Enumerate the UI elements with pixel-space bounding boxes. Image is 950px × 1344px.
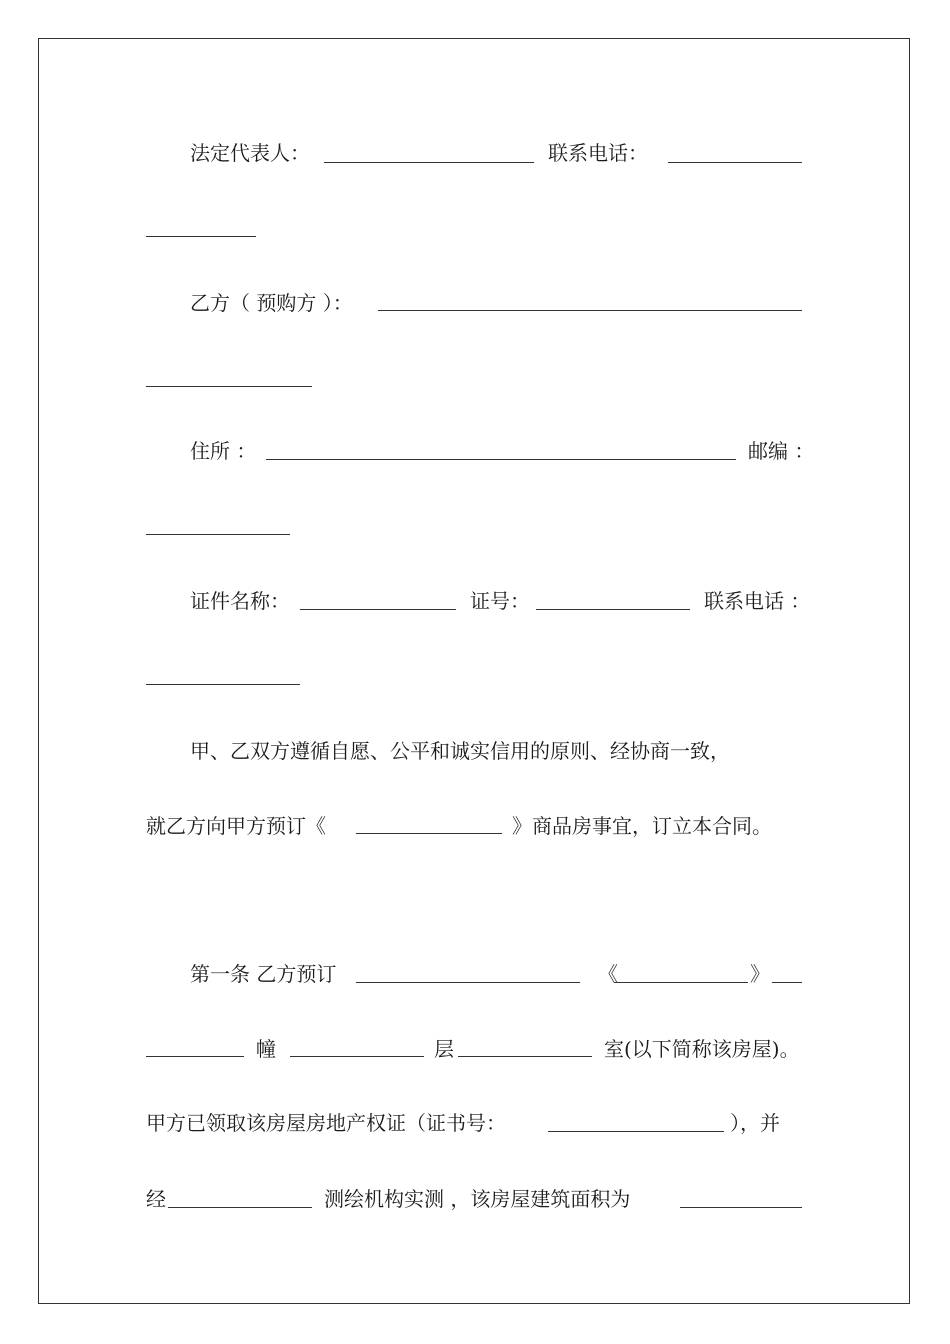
article1-line4-a: 经 (146, 1187, 166, 1211)
article1-line2-c: 室(以下简称该房屋)。 (604, 1037, 800, 1061)
zip-label: 邮编 ： (748, 439, 815, 463)
address-blank[interactable] (266, 459, 736, 460)
party-b-blank[interactable] (378, 310, 802, 311)
para1-line1: 甲、乙双方遵循自愿、公平和诚实信用的原则、经协商一致， (190, 739, 730, 763)
legal-rep-label: 法定代表人： (190, 141, 310, 165)
id-type-blank[interactable] (300, 609, 456, 610)
survey-agency-blank[interactable] (168, 1207, 312, 1208)
article1-line1-c: 》 (750, 962, 770, 986)
building-blank[interactable] (146, 1056, 244, 1057)
floor-area-blank[interactable] (680, 1207, 802, 1208)
phone-blank-cont[interactable] (146, 236, 256, 237)
party-b-blank-cont[interactable] (146, 386, 312, 387)
id-type-label: 证件名称： (190, 589, 290, 613)
legal-rep-blank[interactable] (324, 162, 534, 163)
article1-line2-b: 层 (434, 1037, 454, 1061)
zip-blank[interactable] (146, 534, 290, 535)
address-label: 住所 ： (190, 439, 257, 463)
phone-label: 联系电话： (548, 141, 648, 165)
article1-tail-blank[interactable] (772, 982, 802, 983)
id-number-label: 证号： (470, 589, 530, 613)
article1-line2-a: 幢 (256, 1037, 276, 1061)
certificate-number-blank[interactable] (548, 1131, 724, 1132)
contact-phone-label: 联系电话 ： (704, 589, 811, 613)
id-number-blank[interactable] (536, 609, 690, 610)
article1-line3-b: ），并 (730, 1111, 780, 1135)
article1-line1-b: 《 (598, 962, 618, 986)
article1-location-blank[interactable] (356, 982, 580, 983)
project-name-blank[interactable] (356, 833, 502, 834)
phone-blank[interactable] (668, 162, 802, 163)
article1-line1-a: 第一条 乙方预订 (190, 962, 337, 986)
article1-line3-a: 甲方已领取该房屋房地产权证（证书号： (146, 1111, 506, 1135)
article1-line4-b: 测绘机构实测 ，该房屋建筑面积为 (324, 1187, 631, 1211)
floor-blank[interactable] (290, 1056, 424, 1057)
article1-name-blank[interactable] (614, 982, 748, 983)
para1-line2-a: 就乙方向甲方预订《 (146, 814, 326, 838)
contact-phone-blank[interactable] (146, 684, 300, 685)
party-b-label: 乙方（ 预购方 ）： (190, 291, 353, 315)
room-blank[interactable] (458, 1056, 592, 1057)
para1-line2-b: 》商品房事宜，订立本合同。 (512, 814, 772, 838)
